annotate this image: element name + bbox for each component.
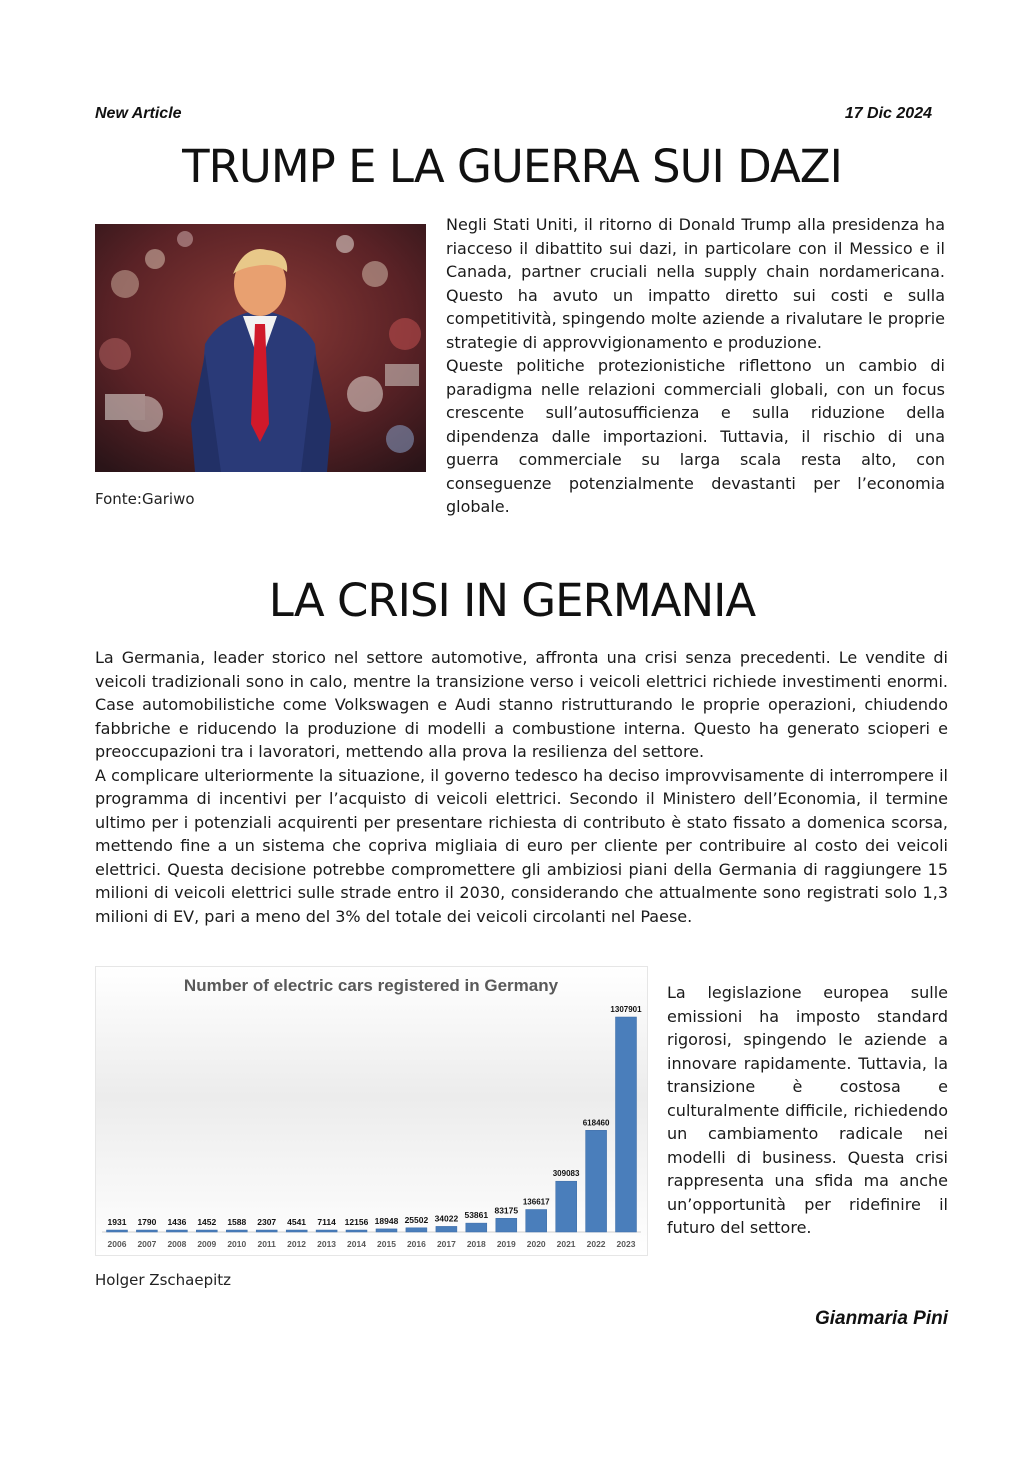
chart-data-label: 1436 — [167, 1217, 187, 1227]
chart-x-tick: 2015 — [377, 1239, 396, 1249]
chart-data-label: 1307901 — [610, 1005, 642, 1014]
chart-data-label: 12156 — [344, 1217, 369, 1227]
chart-x-tick: 2018 — [466, 1239, 486, 1249]
chart-x-tick: 2021 — [556, 1239, 576, 1249]
chart-data-label: 618460 — [582, 1118, 610, 1128]
chart-bar — [616, 1017, 637, 1232]
headline-trump: TRUMP E LA GUERRA SUI DAZI — [182, 140, 842, 193]
chart-x-tick: 2007 — [137, 1239, 157, 1249]
chart-x-tick: 2013 — [317, 1239, 337, 1249]
author-name: Gianmaria Pini — [814, 1308, 948, 1329]
chart-bar — [406, 1228, 427, 1232]
chart-data-label: 18948 — [374, 1215, 399, 1226]
chart-x-tick: 2014 — [347, 1239, 366, 1249]
chart-bar — [166, 1230, 187, 1232]
chart-data-label: 25502 — [404, 1214, 429, 1225]
chart-bar — [496, 1218, 517, 1232]
article2-body — [95, 646, 948, 928]
article2-paragraph: La Germania, leader storico nel settore automotive, affronta una crisi senza precedenti. Le vendite di veicoli tradizionali sono in calo, mentre la transizione verso i veicoli elettrici richiede investimenti enormi. Case automobilistiche come Volkswagen e Audi stanno ristrutturando le proprie operazioni, chiudendo fabbriche e riducendo la produzione di modelli a combustione interna. Questo ha generato scioperi e preoccupazioni tra i lavoratori, mettendo alla prova la resilienza del settore. — [95, 648, 948, 761]
article1-body — [446, 213, 945, 519]
chart-data-label: 4541 — [287, 1217, 307, 1227]
photo-caption: Fonte:Gariwo — [95, 490, 195, 508]
chart-bar — [586, 1130, 607, 1232]
chart-bar — [376, 1229, 397, 1232]
chart-caption: Holger Zschaepitz — [95, 1271, 232, 1289]
article1-paragraph: Queste politiche protezionistiche riflettono un cambio di paradigma nelle relazioni commerciali globali, con un focus crescente sull’autosufficienza e sulla riduzione della dipendenza dalle importazioni. Tuttavia, il rischio di una guerra commerciale su larga scala resta alto, con conseguenze potenzialmente devastanti per l’economia globale. — [446, 356, 945, 516]
chart-x-tick: 2016 — [406, 1239, 426, 1249]
chart-data-label: 1790 — [137, 1217, 157, 1227]
chart-x-tick: 2009 — [197, 1239, 217, 1249]
chart-x-tick: 2023 — [616, 1239, 636, 1249]
chart-bar — [436, 1226, 457, 1232]
chart-bar — [556, 1181, 577, 1232]
chart-x-tick: 2011 — [257, 1239, 276, 1249]
chart-data-label: 34022 — [434, 1213, 459, 1224]
chart-x-tick: 2010 — [227, 1239, 247, 1249]
chart-data-label: 2307 — [257, 1217, 277, 1227]
chart-data-label: 83175 — [494, 1205, 519, 1216]
article2-paragraph: A complicare ulteriormente la situazione, il governo tedesco ha deciso improvvisamente di interrompere il programma di incentivi per l’acquisto di veicoli elettrici. Secondo il Ministero dell’Economia, il termine ultimo per i potenziali acquirenti per presentare richiesta di contributo è stato fissato a domenica scorsa, mettendo fine a un sistema che copriva migliaia di euro per cliente per contribuire al costo dei veicoli elettrici. Questa decisione potrebbe compromettere gli ambiziosi piani della Germania di raggiungere 15 milioni di veicoli elettrici sulle strade entro il 2030, considerando che attualmente sono registrati solo 1,3 milioni di EV, pari a meno del 3% del totale dei veicoli circolanti nel Paese. — [95, 765, 948, 926]
chart-data-label: 1588 — [227, 1217, 247, 1227]
chart-bar — [136, 1230, 157, 1232]
chart-x-tick: 2008 — [167, 1239, 187, 1249]
chart-data-label: 136617 — [522, 1197, 550, 1207]
chart-data-label: 309083 — [552, 1169, 580, 1179]
chart-bar — [466, 1223, 487, 1232]
ev-chart — [95, 966, 648, 1256]
chart-bar — [107, 1230, 128, 1232]
chart-x-tick: 2012 — [287, 1239, 307, 1249]
chart-bar — [286, 1230, 307, 1232]
chart-x-tick: 2006 — [107, 1239, 127, 1249]
headline-germany: LA CRISI IN GERMANIA — [268, 574, 756, 627]
trump-photo — [95, 224, 426, 472]
chart-x-tick: 2019 — [496, 1239, 516, 1249]
chart-data-label: 53861 — [464, 1210, 489, 1221]
chart-bar — [346, 1230, 367, 1232]
article-date: 17 Dic 2024 — [844, 105, 932, 122]
chart-bar — [196, 1230, 217, 1232]
chart-data-label: 7114 — [317, 1217, 336, 1227]
chart-data-label: 1931 — [107, 1217, 127, 1227]
chart-bar — [226, 1230, 247, 1232]
chart-x-tick: 2022 — [586, 1239, 606, 1249]
chart-bar — [316, 1230, 337, 1232]
chart-data-label: 1452 — [197, 1217, 217, 1227]
chart-title: Number of electric cars registered in Germany — [183, 976, 559, 995]
article1-paragraph: Negli Stati Uniti, il ritorno di Donald Trump alla presidenza ha riacceso il dibattito sui dazi, in particolare con il Messico e il Canada, partner cruciali nella supply chain nordamericana. Questo ha avuto un impatto diretto sui costi e sulla competitività, spingendo molte aziende a rivalutare le proprie strategie di approvvigionamento e produzione. — [446, 215, 945, 352]
chart-x-tick: 2020 — [526, 1239, 546, 1249]
photo-illustration — [95, 224, 426, 472]
article2-side-text: La legislazione europea sulle emissioni ha imposto standard rigorosi, spingendo le aziende a innovare rapidamente. Tuttavia, la transizione è costosa e culturalmente difficile, richiedendo un cambiamento radicale nei modelli di business. Questa crisi rappresenta una sfida ma anche un’opportunità per ridefinire il futuro del settore. — [667, 983, 948, 1237]
chart-bar — [526, 1210, 547, 1233]
chart-bar — [256, 1230, 277, 1232]
ev-chart-svg — [96, 967, 647, 1255]
chart-x-tick: 2017 — [436, 1239, 456, 1249]
article-tag: New Article — [95, 105, 182, 122]
